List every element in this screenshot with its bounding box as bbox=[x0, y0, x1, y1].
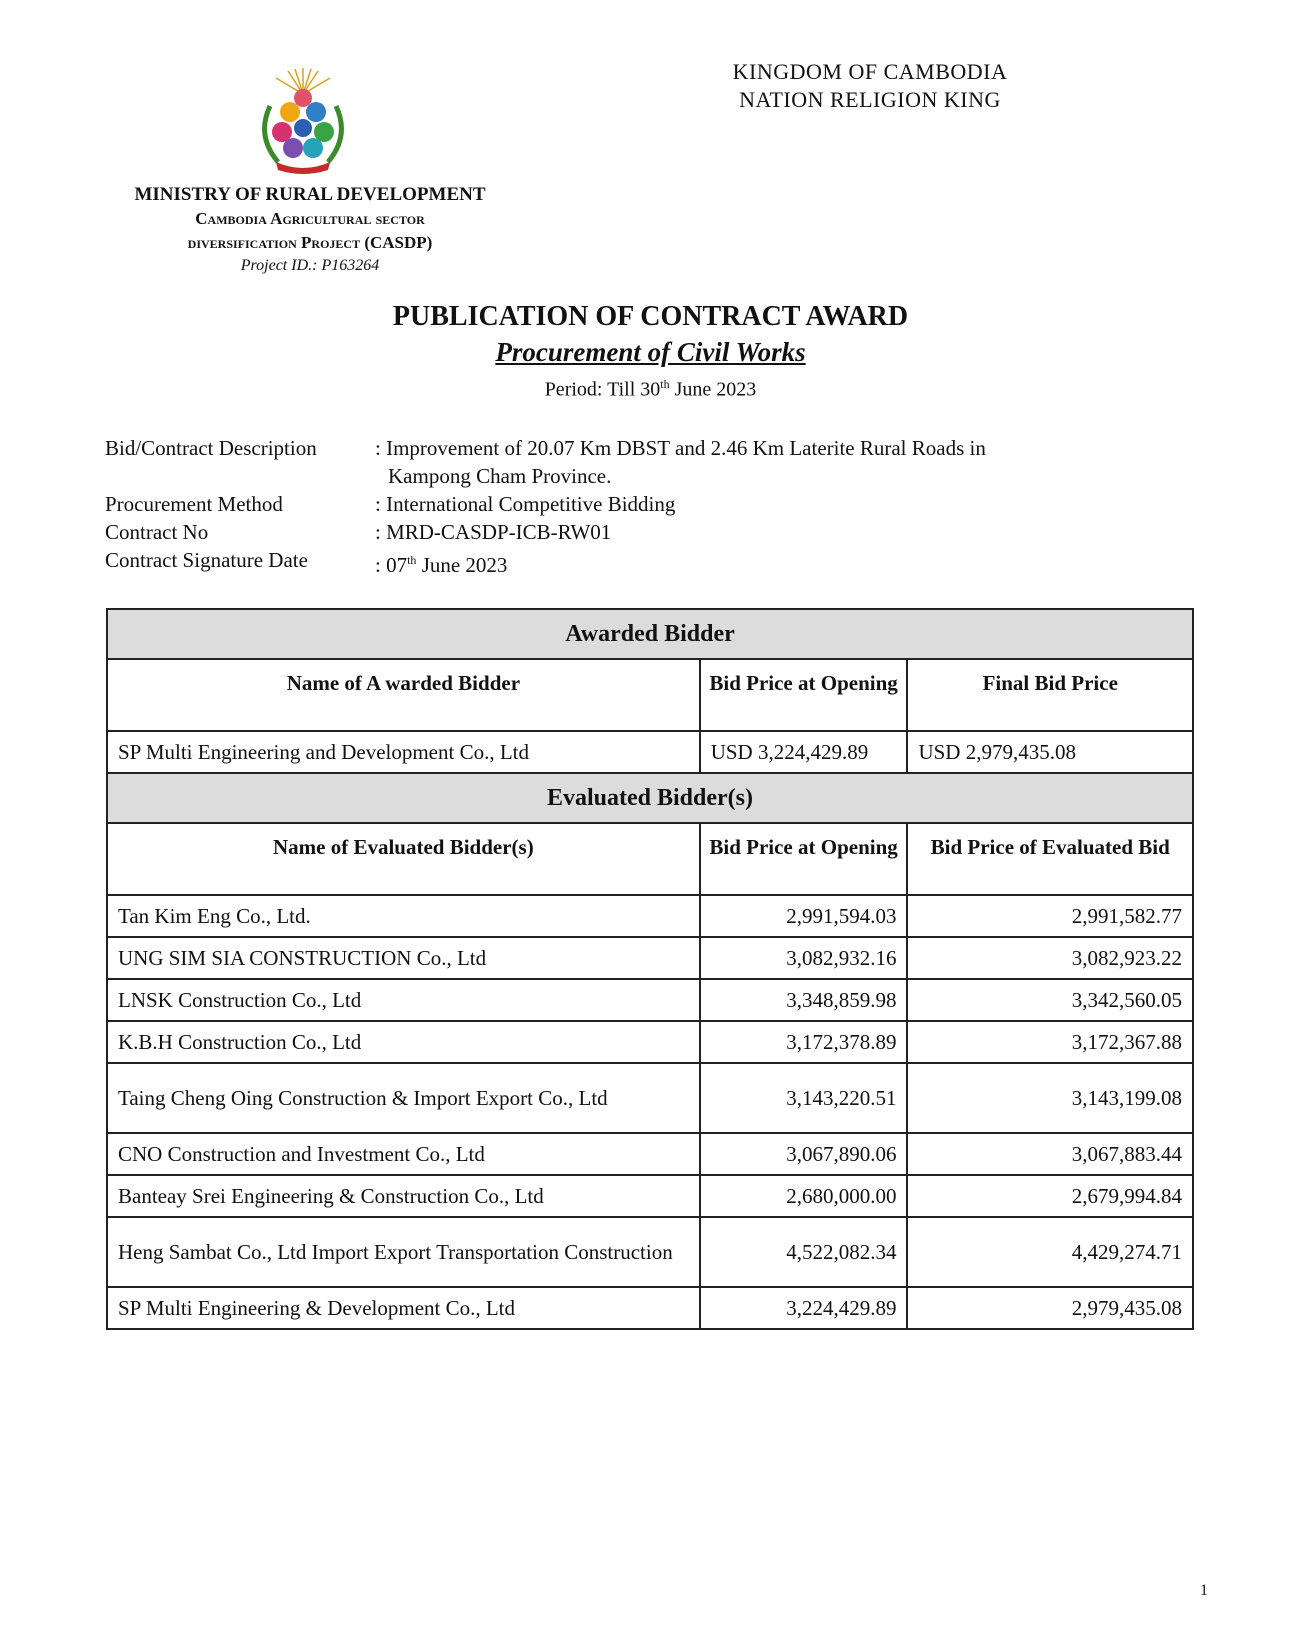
project-id: Project ID.: P163264 bbox=[240, 257, 380, 274]
project-name-line1: Cambodia Agricultural sector bbox=[195, 209, 425, 228]
bidder-name: Banteay Srei Engineering & Construction Co., Ltd bbox=[107, 1175, 700, 1217]
awarded-col-final: Final Bid Price bbox=[907, 659, 1193, 731]
table-row bbox=[107, 1133, 1193, 1175]
period-prefix: Period: Till 30 bbox=[544, 378, 661, 401]
awarded-final: USD 2,979,435.08 bbox=[907, 731, 1193, 773]
table-row bbox=[107, 895, 1193, 937]
evaluated-col-eval: Bid Price of Evaluated Bid bbox=[907, 823, 1193, 895]
bid-eval: 3,067,883.44 bbox=[907, 1133, 1193, 1175]
date-prefix: : 07 bbox=[375, 553, 408, 577]
date-label: Contract Signature Date bbox=[105, 548, 308, 572]
ministry-logo-emblem bbox=[248, 66, 358, 176]
project-name-line2: diversification Project (CASDP) bbox=[187, 233, 433, 252]
period-line bbox=[0, 370, 1301, 404]
period-suffix: June 2023 bbox=[669, 378, 757, 401]
contract-value: : MRD-CASDP-ICB-RW01 bbox=[375, 520, 612, 544]
bid-open: 2,680,000.00 bbox=[700, 1175, 908, 1217]
table-row bbox=[107, 1021, 1193, 1063]
bid-eval: 3,082,923.22 bbox=[907, 937, 1193, 979]
bidder-name: SP Multi Engineering & Development Co., Ltd bbox=[107, 1287, 700, 1329]
bid-eval: 2,979,435.08 bbox=[907, 1287, 1193, 1329]
table-row bbox=[107, 1287, 1193, 1329]
bid-eval: 2,991,582.77 bbox=[907, 895, 1193, 937]
bid-open: 2,991,594.03 bbox=[700, 895, 908, 937]
info-row-method bbox=[105, 490, 1165, 518]
bidders-table bbox=[106, 608, 1194, 1330]
bid-eval: 3,143,199.08 bbox=[907, 1063, 1193, 1133]
bid-eval: 3,342,560.05 bbox=[907, 979, 1193, 1021]
bidder-name: CNO Construction and Investment Co., Ltd bbox=[107, 1133, 700, 1175]
bid-open: 3,172,378.89 bbox=[700, 1021, 908, 1063]
description-label: Bid/Contract Description bbox=[105, 436, 317, 460]
title-block bbox=[0, 300, 1301, 404]
bidder-name: Tan Kim Eng Co., Ltd. bbox=[107, 895, 700, 937]
bidder-name: Heng Sambat Co., Ltd Import Export Transportation Construction bbox=[107, 1217, 700, 1287]
awarded-name: SP Multi Engineering and Development Co., Ltd bbox=[107, 731, 700, 773]
kingdom-header bbox=[620, 58, 1120, 114]
kingdom-name: KINGDOM OF CAMBODIA bbox=[732, 59, 1008, 84]
evaluated-heading: Evaluated Bidder(s) bbox=[107, 773, 1193, 823]
table-row bbox=[107, 979, 1193, 1021]
bidder-name: UNG SIM SIA CONSTRUCTION Co., Ltd bbox=[107, 937, 700, 979]
page-subtitle: Procurement of Civil Works bbox=[495, 337, 806, 367]
info-row-description bbox=[105, 434, 1165, 490]
bid-eval: 2,679,994.84 bbox=[907, 1175, 1193, 1217]
evaluated-col-open: Bid Price at Opening bbox=[700, 823, 908, 895]
kingdom-motto: NATION RELIGION KING bbox=[739, 87, 1001, 112]
bid-open: 3,082,932.16 bbox=[700, 937, 908, 979]
page-title: PUBLICATION OF CONTRACT AWARD bbox=[392, 301, 909, 332]
table-row bbox=[107, 1175, 1193, 1217]
description-text: : Improvement of 20.07 Km DBST and 2.46 Km Laterite Rural Roads in bbox=[375, 436, 986, 460]
table-row bbox=[107, 1217, 1193, 1287]
bidder-name: LNSK Construction Co., Ltd bbox=[107, 979, 700, 1021]
ministry-name: MINISTRY OF RURAL DEVELOPMENT bbox=[134, 184, 486, 205]
date-value bbox=[375, 546, 1165, 579]
evaluated-col-name: Name of Evaluated Bidder(s) bbox=[107, 823, 700, 895]
bidder-name: K.B.H Construction Co., Ltd bbox=[107, 1021, 700, 1063]
bid-open: 3,348,859.98 bbox=[700, 979, 908, 1021]
awarded-col-name: Name of A warded Bidder bbox=[107, 659, 700, 731]
info-row-date bbox=[105, 546, 1165, 579]
bid-eval: 3,172,367.88 bbox=[907, 1021, 1193, 1063]
contract-label: Contract No bbox=[105, 520, 209, 544]
bid-open: 4,522,082.34 bbox=[700, 1217, 908, 1287]
bidder-name: Taing Cheng Oing Construction & Import Export Co., Ltd bbox=[107, 1063, 700, 1133]
description-value bbox=[375, 434, 1165, 490]
table-row bbox=[107, 937, 1193, 979]
description-text-cont: Kampong Cham Province. bbox=[388, 464, 612, 488]
awarded-heading: Awarded Bidder bbox=[107, 609, 1193, 659]
ministry-block bbox=[100, 183, 520, 277]
table-row bbox=[107, 1063, 1193, 1133]
method-label: Procurement Method bbox=[105, 492, 283, 516]
bid-open: 3,224,429.89 bbox=[700, 1287, 908, 1329]
bid-open: 3,143,220.51 bbox=[700, 1063, 908, 1133]
page-number: 1 bbox=[1200, 1582, 1208, 1599]
info-row-contract bbox=[105, 518, 1165, 546]
method-value: : International Competitive Bidding bbox=[375, 492, 676, 516]
period-sup: th bbox=[660, 377, 670, 391]
date-suffix: June 2023 bbox=[416, 553, 508, 577]
bid-open: 3,067,890.06 bbox=[700, 1133, 908, 1175]
awarded-col-open: Bid Price at Opening bbox=[700, 659, 908, 731]
contract-info bbox=[105, 434, 1165, 579]
bid-eval: 4,429,274.71 bbox=[907, 1217, 1193, 1287]
date-sup: th bbox=[407, 553, 417, 567]
awarded-open: USD 3,224,429.89 bbox=[700, 731, 908, 773]
